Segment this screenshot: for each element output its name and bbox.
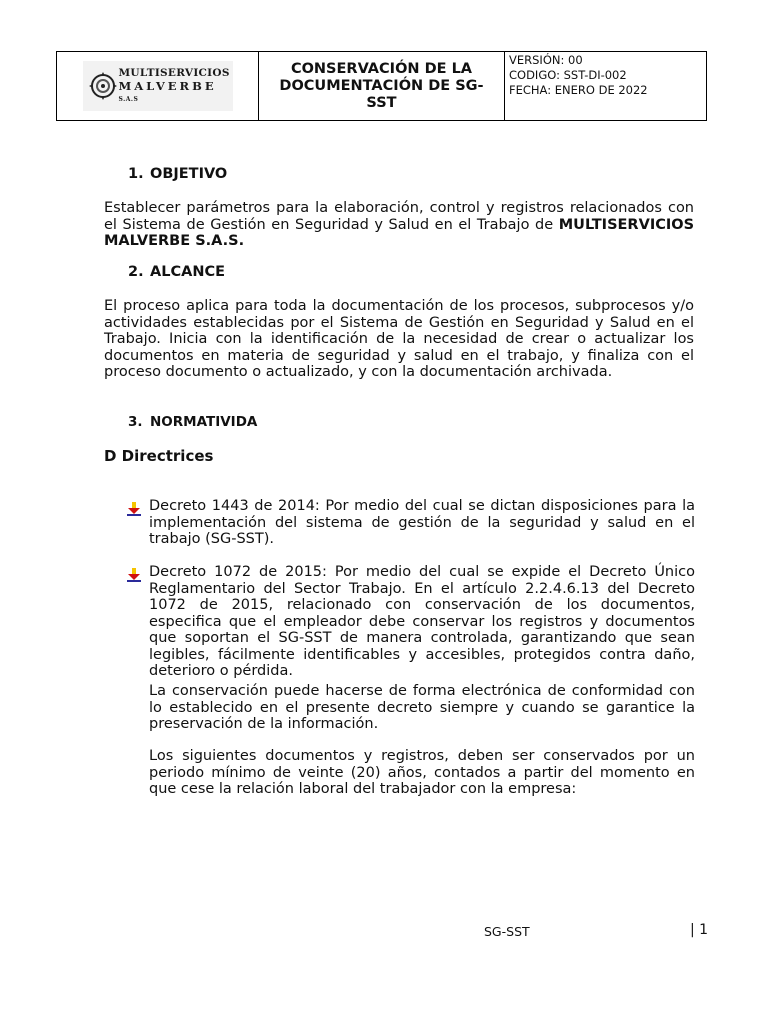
meta-cell [505, 52, 706, 120]
section-objetivo-heading: 1. OBJETIVO [128, 166, 228, 182]
version-text: VERSIÓN: 00 [509, 53, 583, 67]
logo-line2: MALVERBE S.A.S [118, 78, 217, 104]
footer-label: SG-SST [484, 924, 530, 939]
title-cell [259, 52, 505, 120]
document-title: CONSERVACIÓN DE LA DOCUMENTACIÓN DE SG-SST [279, 60, 484, 111]
page-number: | 1 [690, 922, 709, 938]
compass-gear-logo-icon [89, 72, 117, 100]
section-alcance-text: El proceso aplica para toda la documentación de los procesos, subprocesos y/o actividades establecidas por el Sistema de Gestión en Seguridad y Salud en el Trabajo. Inicia con la identificación de la necesidad de crear o actualizar los documentos en materia de seguridad y salud en el trabajo, y finaliza con el proceso documento o actualizado, y con la documentación archivada. [104, 298, 694, 380]
company-name: MULTISERVICIOS MALVERBE S.A.S. [104, 216, 695, 249]
code-text: CODIGO: SST-DI-002 [509, 68, 627, 82]
document-header [56, 51, 707, 121]
bullet-decreto-1443: Decreto 1443 de 2014: Por medio del cual se dictan disposiciones para la implementación del sistema de gestión de la seguridad y salud en el trabajo (SG-SST). [149, 498, 695, 547]
arrow-down-bullet-icon [126, 501, 142, 517]
section-objetivo-text: Establecer parámetros para la elaboración, control y registros relacionados con el Sistema de Gestión en Seguridad y Salud en el Trabajo de MULTISERVICIOS MALVERBE S.A.S. [104, 200, 695, 249]
directrices-subheading: D Directrices [104, 447, 214, 465]
bullet-decreto-1072: Decreto 1072 de 2015: Por medio del cual se expide el Decreto Único Reglamentario del Sector Trabajo. En el artículo 2.2.4.6.13 del Decreto 1072 de 2015, relacionado con conservación de los documentos, especifica que el empleador debe conservar los registros y documentos que soportan el SG-SST de manera controlada, garantizando que sean legibles, fácilmente identificables y accesibles, protegidos contra daño, deterioro o pérdida. [149, 564, 695, 679]
logo-cell [57, 52, 259, 120]
logo-line1: MULTISERVICIOS [118, 67, 230, 80]
section-alcance-heading: 2. ALCANCE [128, 264, 226, 280]
date-text: FECHA: ENERO DE 2022 [509, 83, 648, 97]
section-normatividad-heading: 3. NORMATIVIDA [128, 414, 258, 430]
conservacion-paragraph: La conservación puede hacerse de forma electrónica de conformidad con lo establecido en el presente decreto siempre y cuando se garantice la preservación de la información. [149, 683, 695, 732]
arrow-down-bullet-icon [126, 567, 142, 583]
company-logo [83, 61, 233, 111]
logo-text [119, 68, 233, 104]
documentos-registros-paragraph: Los siguientes documentos y registros, deben ser conservados por un periodo mínimo de veinte (20) años, contados a partir del momento en que cese la relación laboral del trabajador con la empresa: [149, 748, 695, 797]
